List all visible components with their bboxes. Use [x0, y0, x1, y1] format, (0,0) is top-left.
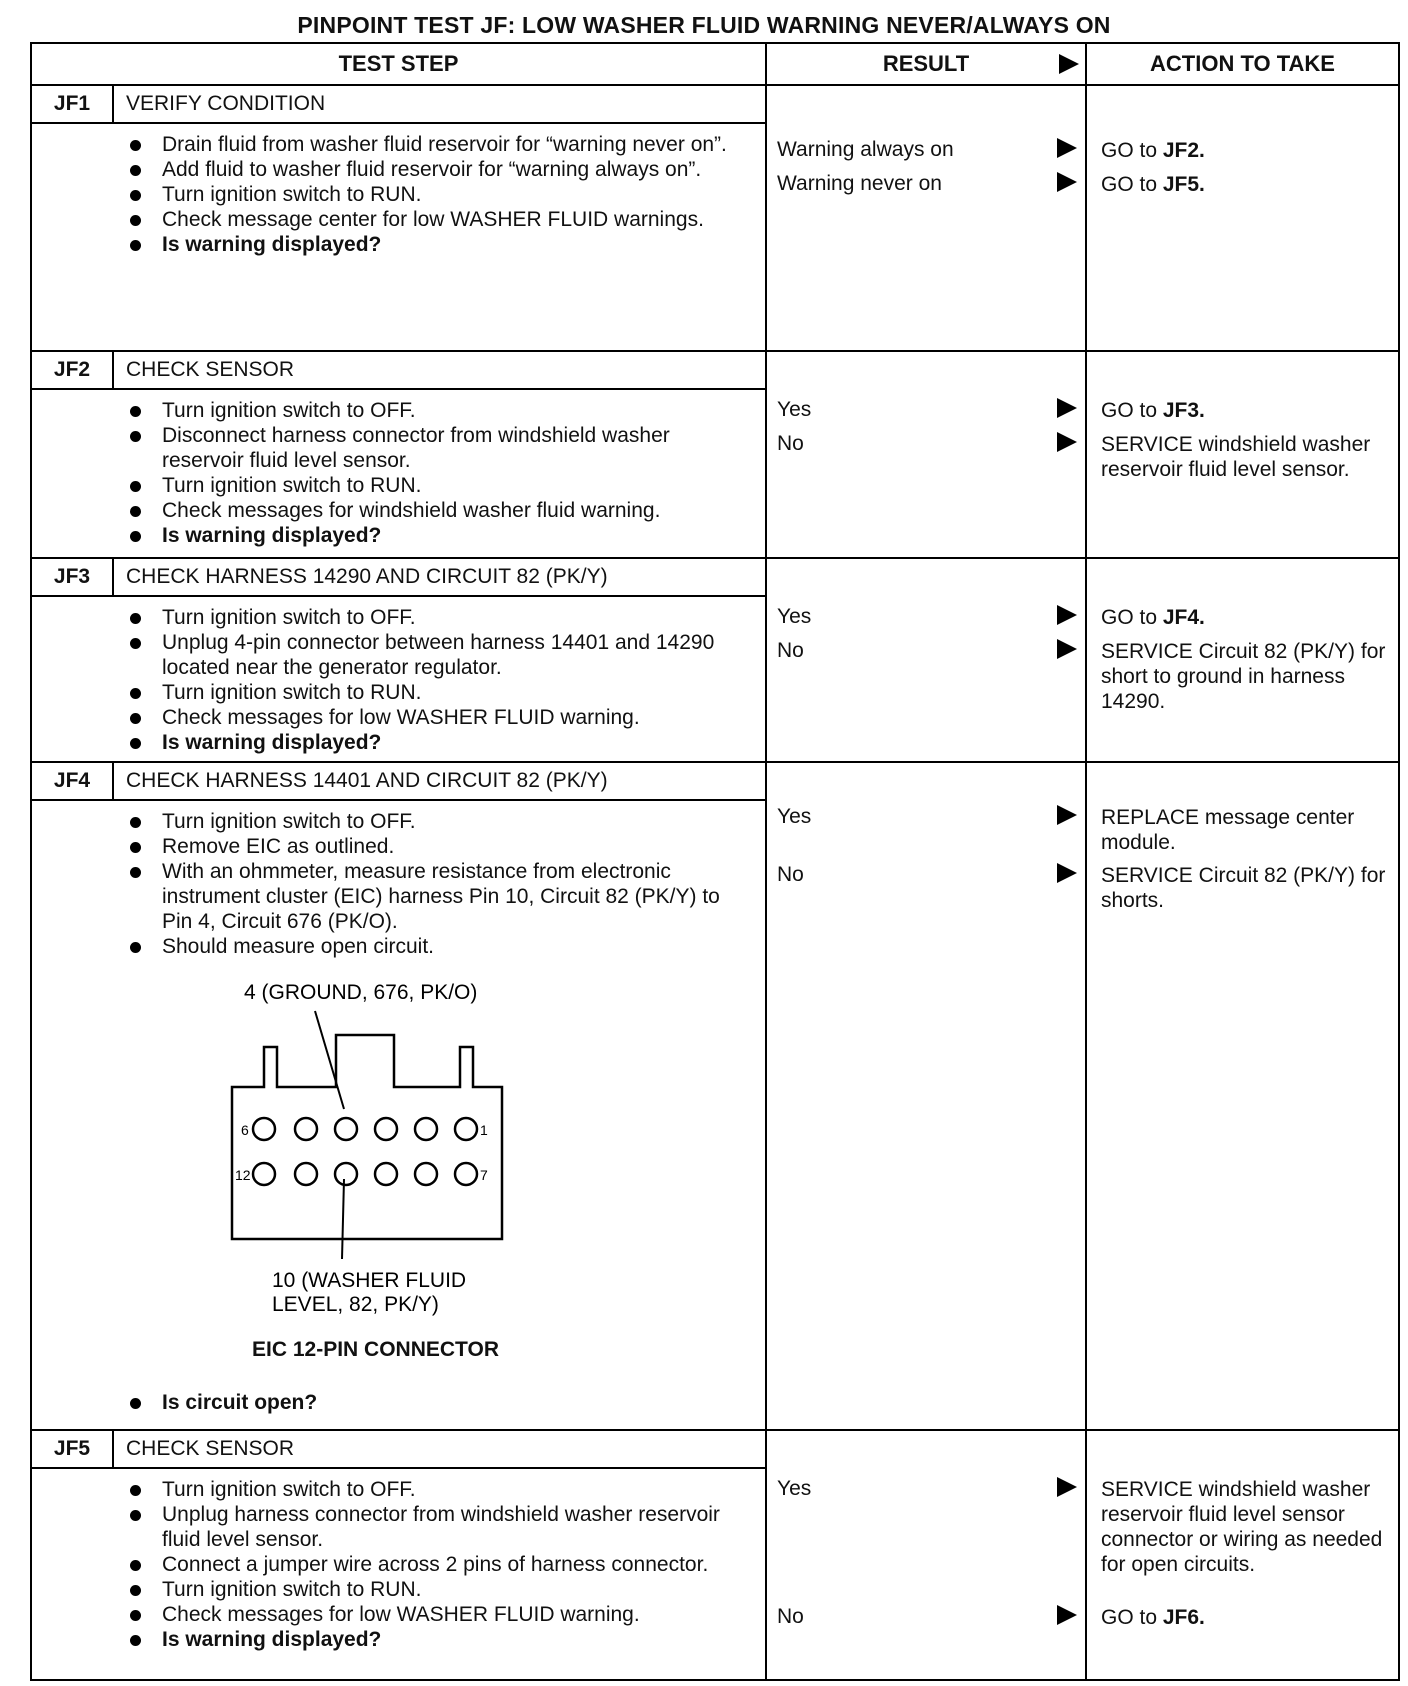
pin-circle	[295, 1118, 317, 1140]
action-text: GO to	[1101, 399, 1163, 422]
pin-10-label: LEVEL, 82, PK/Y)	[272, 1293, 439, 1316]
action-target: JF6.	[1162, 1606, 1205, 1629]
arrow-right-icon	[1057, 398, 1077, 418]
list-item: Unplug 4-pin connector between harness 14401 and 14290 located near the generator regulator.	[32, 630, 755, 680]
result-cell	[766, 351, 1086, 558]
leader-line	[315, 1011, 344, 1109]
action-item	[1101, 605, 1388, 639]
step-row-jf4	[31, 762, 1399, 1430]
step-row-jf3	[31, 558, 1399, 762]
arrow-right-icon	[1057, 805, 1077, 825]
connector-drawing	[32, 969, 752, 1329]
pin-10-label: 10 (WASHER FLUID	[272, 1269, 467, 1292]
step-id: JF4	[32, 763, 114, 799]
result-cell	[766, 762, 1086, 1430]
result-label: Yes	[777, 805, 812, 828]
pin-number: 1	[480, 1122, 488, 1138]
step-bullets	[32, 809, 765, 959]
list-item: Turn ignition switch to OFF.	[32, 1477, 755, 1502]
step-cell	[31, 762, 766, 1430]
list-item: Turn ignition switch to OFF.	[32, 605, 755, 630]
header-result	[766, 43, 1086, 85]
step-header	[32, 1431, 765, 1469]
pin-circle	[415, 1163, 437, 1185]
result-row	[777, 605, 1085, 639]
list-item: Turn ignition switch to OFF.	[32, 809, 755, 834]
pin-circle	[415, 1118, 437, 1140]
step-title: CHECK HARNESS 14290 AND CIRCUIT 82 (PK/Y)	[126, 565, 608, 588]
list-item: With an ohmmeter, measure resistance from electronic instrument cluster (EIC) harness Pin 10, Circuit 82 (PK/Y) to Pin 4, Circuit 676 (PK/O).	[32, 859, 755, 934]
step-header	[32, 559, 765, 597]
diagram-caption: EIC 12-PIN CONNECTOR	[252, 1338, 499, 1361]
step-cell	[31, 85, 766, 351]
action-item: REPLACE message center module.	[1101, 806, 1355, 854]
list-item: Turn ignition switch to RUN.	[32, 182, 755, 207]
result-row	[777, 398, 1085, 432]
step-cell	[31, 1430, 766, 1680]
result-label: No	[777, 863, 804, 886]
list-item: Unplug harness connector from windshield washer reservoir fluid level sensor.	[32, 1502, 755, 1552]
action-item	[1101, 172, 1388, 206]
action-target: JF2.	[1162, 139, 1205, 162]
pin-circle	[375, 1118, 397, 1140]
pin-4-label: 4 (GROUND, 676, PK/O)	[244, 981, 478, 1004]
arrow-right-icon	[1057, 432, 1077, 452]
action-cell	[1086, 762, 1399, 1430]
pin-number: 12	[235, 1167, 251, 1183]
pinpoint-test-table	[30, 42, 1400, 1681]
result-row	[777, 639, 1085, 673]
arrow-right-icon	[1057, 605, 1077, 625]
step-title: CHECK SENSOR	[126, 1437, 295, 1460]
arrow-right-icon	[1057, 639, 1077, 659]
action-text: GO to	[1101, 1606, 1163, 1629]
step-title: VERIFY CONDITION	[126, 92, 326, 115]
step-row-jf1	[31, 85, 1399, 351]
list-item: Should measure open circuit.	[32, 934, 755, 959]
step-question: Is warning displayed?	[32, 730, 755, 755]
result-row	[777, 1477, 1085, 1605]
action-text: GO to	[1101, 173, 1163, 196]
step-bullets	[32, 132, 765, 257]
leader-line	[342, 1179, 344, 1259]
arrow-right-icon	[1057, 863, 1077, 883]
step-question: Is circuit open?	[32, 1390, 755, 1415]
action-item	[1101, 1605, 1388, 1630]
action-item: SERVICE windshield washer reservoir fluid level sensor.	[1101, 433, 1371, 481]
step-question: Is warning displayed?	[32, 523, 755, 548]
action-cell	[1086, 558, 1399, 762]
pin-number: 6	[241, 1122, 249, 1138]
arrow-right-icon	[1057, 172, 1077, 192]
pin-circle	[335, 1163, 357, 1185]
header-test-step: TEST STEP	[31, 43, 766, 85]
arrow-right-icon	[1059, 54, 1079, 74]
pin-circle	[295, 1163, 317, 1185]
arrow-right-icon	[1057, 138, 1077, 158]
eic-connector-diagram	[32, 969, 765, 1362]
result-label: No	[777, 639, 804, 662]
result-label: No	[777, 1605, 804, 1628]
step-id: JF1	[32, 86, 114, 122]
page-title: PINPOINT TEST JF: LOW WASHER FLUID WARNING NEVER/ALWAYS ON	[297, 12, 1111, 38]
action-target: JF3.	[1162, 399, 1205, 422]
result-row	[777, 138, 1085, 172]
step-question: Is warning displayed?	[32, 232, 755, 257]
header-action: ACTION TO TAKE	[1086, 43, 1399, 85]
step-question: Is warning displayed?	[32, 1627, 755, 1652]
list-item: Remove EIC as outlined.	[32, 834, 755, 859]
list-item: Drain fluid from washer fluid reservoir for “warning never on”.	[32, 132, 755, 157]
step-bullets	[32, 1477, 765, 1652]
pin-number: 7	[480, 1167, 488, 1183]
list-item: Turn ignition switch to RUN.	[32, 473, 755, 498]
step-title: CHECK HARNESS 14401 AND CIRCUIT 82 (PK/Y)	[126, 769, 608, 792]
result-label: Warning always on	[777, 138, 954, 161]
result-label: Warning never on	[777, 172, 942, 195]
result-cell	[766, 1430, 1086, 1680]
result-label: No	[777, 432, 804, 455]
step-bullets	[32, 398, 765, 548]
list-item: Check messages for windshield washer fluid warning.	[32, 498, 755, 523]
header-row	[31, 43, 1399, 85]
step-cell	[31, 558, 766, 762]
pin-circle	[455, 1163, 477, 1185]
action-item	[1101, 398, 1388, 432]
step-row-jf2	[31, 351, 1399, 558]
pin-circle	[253, 1163, 275, 1185]
list-item: Check messages for low WASHER FLUID warning.	[32, 1602, 755, 1627]
pin-circle	[253, 1118, 275, 1140]
list-item: Connect a jumper wire across 2 pins of harness connector.	[32, 1552, 755, 1577]
step-header	[32, 352, 765, 390]
arrow-right-icon	[1057, 1477, 1077, 1497]
pin-circle	[455, 1118, 477, 1140]
list-item: Disconnect harness connector from windshield washer reservoir fluid level sensor.	[32, 423, 755, 473]
action-cell	[1086, 351, 1399, 558]
list-item: Turn ignition switch to OFF.	[32, 398, 755, 423]
result-label: Yes	[777, 605, 812, 628]
step-bullets	[32, 605, 765, 755]
result-row	[777, 805, 1085, 863]
result-row	[777, 432, 1085, 466]
action-cell	[1086, 1430, 1399, 1680]
step-bullets	[32, 1390, 765, 1415]
pin-circle	[335, 1118, 357, 1140]
step-id: JF5	[32, 1431, 114, 1467]
action-item: SERVICE Circuit 82 (PK/Y) for shorts.	[1101, 864, 1386, 912]
step-cell	[31, 351, 766, 558]
header-result-label: RESULT	[882, 51, 970, 76]
result-label: Yes	[777, 398, 812, 421]
list-item: Add fluid to washer fluid reservoir for “warning always on”.	[32, 157, 755, 182]
result-row	[777, 863, 1085, 897]
step-id: JF2	[32, 352, 114, 388]
action-item	[1101, 138, 1388, 172]
result-row	[777, 172, 1085, 206]
list-item: Turn ignition switch to RUN.	[32, 1577, 755, 1602]
step-title: CHECK SENSOR	[126, 358, 295, 381]
result-label: Yes	[777, 1477, 812, 1500]
list-item: Check messages for low WASHER FLUID warning.	[32, 705, 755, 730]
result-row	[777, 1605, 1085, 1639]
step-header	[32, 763, 765, 801]
pin-circle	[375, 1163, 397, 1185]
action-cell	[1086, 85, 1399, 351]
action-text: GO to	[1101, 139, 1163, 162]
step-id: JF3	[32, 559, 114, 595]
list-item: Check message center for low WASHER FLUID warnings.	[32, 207, 755, 232]
action-item: SERVICE windshield washer reservoir fluid level sensor connector or wiring as needed for open circuits.	[1101, 1478, 1383, 1576]
action-target: JF4.	[1162, 606, 1205, 629]
result-cell	[766, 85, 1086, 351]
step-row-jf5	[31, 1430, 1399, 1680]
action-text: GO to	[1101, 606, 1163, 629]
step-header	[32, 86, 765, 124]
arrow-right-icon	[1057, 1605, 1077, 1625]
result-cell	[766, 558, 1086, 762]
list-item: Turn ignition switch to RUN.	[32, 680, 755, 705]
action-target: JF5.	[1162, 173, 1205, 196]
action-item: SERVICE Circuit 82 (PK/Y) for short to ground in harness 14290.	[1101, 640, 1386, 713]
